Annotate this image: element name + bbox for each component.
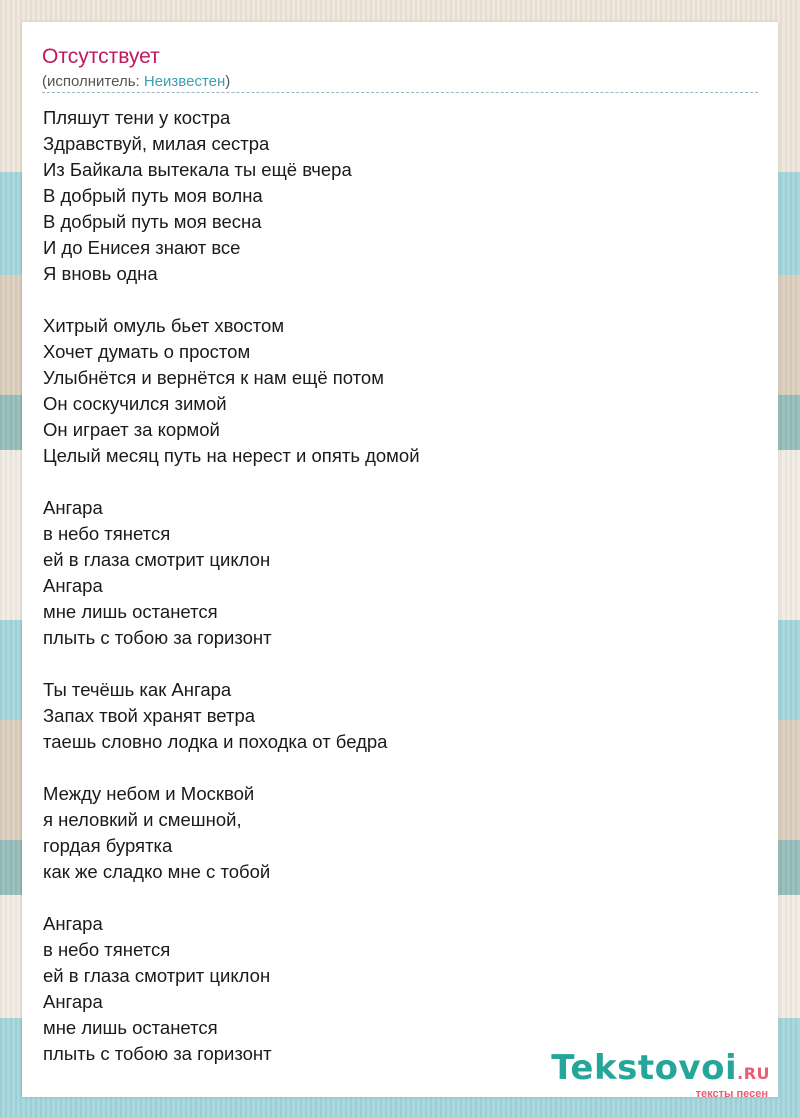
lyric-line: Хитрый омуль бьет хвостом — [43, 315, 285, 336]
site-logo[interactable] — [551, 1050, 770, 1100]
lyric-line: Хочет думать о простом — [43, 341, 251, 362]
lyric-line: Он соскучился зимой — [43, 393, 227, 414]
lyric-line: Здравствуй, милая сестра — [43, 133, 270, 154]
stanza-gap — [43, 885, 420, 911]
lyric-line: Запах твой хранят ветра — [43, 705, 256, 726]
lyric-line: плыть с тобою за горизонт — [43, 1043, 272, 1064]
performer-prefix: (исполнитель: — [42, 73, 144, 90]
lyric-line: Он играет за кормой — [43, 419, 220, 440]
lyric-line: мне лишь останется — [43, 1017, 218, 1038]
lyric-line: Улыбнётся и вернётся к нам ещё потом — [43, 367, 384, 388]
lyric-line: В добрый путь моя весна — [43, 211, 262, 232]
lyric-line: в небо тянется — [43, 523, 171, 544]
lyric-line: Ты течёшь как Ангара — [43, 679, 232, 700]
lyric-line: таешь словно лодка и походка от бедра — [43, 731, 388, 752]
lyrics-card — [22, 22, 778, 1097]
lyric-line: Пляшут тени у костра — [43, 107, 231, 128]
stanza-gap — [43, 287, 420, 313]
lyrics-text — [43, 105, 420, 1067]
lyric-line: ей в глаза смотрит циклон — [43, 549, 271, 570]
lyric-line: Между небом и Москвой — [43, 783, 255, 804]
lyric-line: Ангара — [43, 913, 103, 934]
song-title: Отсутствует — [42, 45, 160, 68]
stanza-gap — [43, 651, 420, 677]
lyric-line: в небо тянется — [43, 939, 171, 960]
logo-domain: .RU — [737, 1064, 770, 1083]
performer-link[interactable]: Неизвестен — [143, 73, 226, 90]
lyric-line: ей в глаза смотрит циклон — [43, 965, 271, 986]
lyric-line: В добрый путь моя волна — [43, 185, 263, 206]
lyric-line: Ангара — [43, 497, 103, 518]
lyric-line: я неловкий и смешной, — [43, 809, 242, 830]
logo-name: Tekstovoi — [551, 1048, 738, 1088]
stanza-gap — [43, 755, 420, 781]
performer-suffix: ) — [225, 73, 231, 90]
performer-line — [42, 73, 230, 91]
lyric-line: Ангара — [43, 991, 103, 1012]
lyric-line: И до Енисея знают все — [43, 237, 241, 258]
lyric-line: Ангара — [43, 575, 103, 596]
lyric-line: гордая бурятка — [43, 835, 173, 856]
logo-tagline: тексты песен — [695, 1088, 768, 1100]
title-divider — [42, 92, 758, 93]
lyric-line: как же сладко мне с тобой — [43, 861, 271, 882]
lyric-line: Я вновь одна — [43, 263, 158, 284]
lyric-line: плыть с тобою за горизонт — [43, 627, 272, 648]
lyric-line: Целый месяц путь на нерест и опять домой — [43, 445, 420, 466]
lyric-line: Из Байкала вытекала ты ещё вчера — [43, 159, 352, 180]
stanza-gap — [43, 469, 420, 495]
lyric-line: мне лишь останется — [43, 601, 218, 622]
